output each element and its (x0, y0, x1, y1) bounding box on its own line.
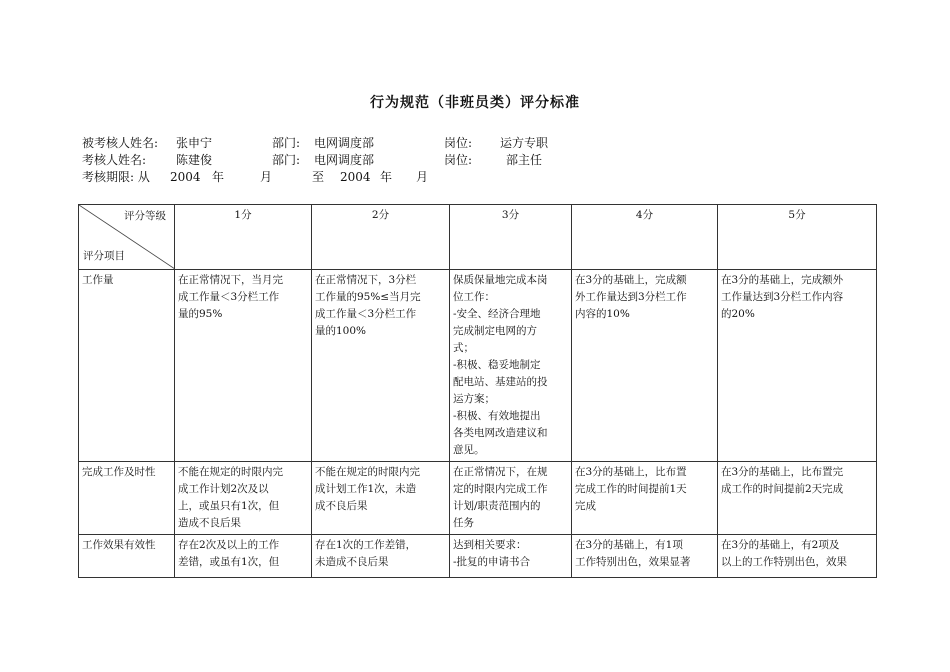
period-from-month-char: 月 (260, 170, 273, 184)
criteria-line: 在3分的基础上，比布置 (575, 466, 687, 478)
assessee-dept-value: 电网调度部 (314, 136, 375, 150)
criteria-line: 在正常情况下，在规 (453, 466, 548, 478)
criteria-line: 成计划工作1次，未造 (315, 483, 417, 495)
criteria-cell-score-5 (718, 270, 877, 462)
document-title: 行为规范（非班员类）评分标准 (370, 95, 580, 111)
row-workload (79, 270, 877, 462)
row-effectiveness (79, 535, 877, 578)
criteria-line: 的20% (721, 308, 755, 320)
criteria-line: 位工作： (453, 291, 495, 303)
criteria-cell-score-2 (312, 462, 450, 535)
period-label: 考核期限: 从 (82, 170, 150, 184)
criteria-line: 成不良后果 (315, 500, 368, 512)
criteria-line: 在3分的基础上，完成额 (575, 274, 687, 286)
criteria-cell-score-1 (175, 462, 312, 535)
criteria-line: 成工作量＜3分栏工作 (315, 308, 417, 320)
header-score-2: 2分 (312, 205, 450, 270)
period-from-year: 2004 (170, 170, 201, 184)
criteria-line: 存在2次及以上的工作 (178, 539, 280, 551)
header-score-1: 1分 (175, 205, 312, 270)
criteria-line: -积极、有效地提出 (453, 410, 541, 422)
criteria-line: 外工作量达到3分栏工作 (575, 291, 687, 303)
corner-top-label: 评分等级 (124, 210, 166, 222)
row-label: 工作量 (79, 270, 175, 462)
assessee-post-value: 运方专职 (500, 136, 549, 150)
period-to-month-char: 月 (416, 170, 429, 184)
criteria-cell-score-3 (450, 462, 572, 535)
row-timeliness (79, 462, 877, 535)
criteria-line: 未造成不良后果 (315, 556, 389, 568)
corner-cell (79, 205, 175, 270)
criteria-cell-score-4 (572, 270, 718, 462)
criteria-line: 完成制定电网的方 (453, 325, 537, 337)
period-to-year-char: 年 (380, 170, 393, 184)
criteria-line: -安全、经济合理地 (453, 308, 541, 320)
row-label: 完成工作及时性 (79, 462, 175, 535)
header-score-3: 3分 (450, 205, 572, 270)
criteria-line: 保质保量地完成本岗 (453, 274, 548, 286)
criteria-line: 计划/职责范围内的 (453, 500, 541, 512)
criteria-line: 在正常情况下，3分栏 (315, 274, 417, 286)
criteria-line: 在正常情况下，当月完 (178, 274, 283, 286)
header-score-5: 5分 (718, 205, 877, 270)
criteria-line: 达到相关要求： (453, 539, 527, 551)
criteria-line: -积极、稳妥地制定 (453, 359, 541, 371)
criteria-line: 各类电网改造建议和 (453, 427, 548, 439)
criteria-line: 任务 (453, 517, 474, 529)
criteria-line: 完成工作的时间提前1天 (575, 483, 687, 495)
row-label: 工作效果有效性 (79, 535, 175, 578)
criteria-line: 工作量达到3分栏工作内容 (721, 291, 844, 303)
criteria-line: 内容的10% (575, 308, 630, 320)
criteria-line: 量的95% (178, 308, 223, 320)
criteria-line: 差错，或虽有1次，但 (178, 556, 280, 568)
corner-bottom-label: 评分项目 (83, 250, 125, 262)
criteria-line: 在3分的基础上，比布置完 (721, 466, 844, 478)
criteria-line: 成工作量＜3分栏工作 (178, 291, 280, 303)
criteria-cell-score-2 (312, 270, 450, 462)
criteria-cell-score-2 (312, 535, 450, 578)
criteria-line: -批复的申请书合 (453, 556, 531, 568)
criteria-line: 造成不良后果 (178, 517, 241, 529)
period-to-year: 2004 (340, 170, 371, 184)
period-from-year-char: 年 (212, 170, 225, 184)
assessor-post-label: 岗位: (444, 153, 473, 167)
assessee-name-value: 张申宁 (176, 136, 213, 150)
criteria-line: 配电站、基建站的投 (453, 376, 548, 388)
assessee-post-label: 岗位: (444, 136, 473, 150)
criteria-line: 意见。 (453, 444, 485, 456)
assessee-dept-label: 部门: (272, 136, 301, 150)
criteria-line: 成工作的时间提前2天完成 (721, 483, 844, 495)
header-row (79, 205, 877, 270)
header-score-4: 4分 (572, 205, 718, 270)
criteria-line: 在3分的基础上，有1项 (575, 539, 683, 551)
assessor-name-label: 考核人姓名: (82, 153, 147, 167)
scoring-table (78, 204, 877, 578)
criteria-line: 不能在规定的时限内完 (178, 466, 283, 478)
criteria-line: 以上的工作特别出色，效果 (721, 556, 847, 568)
criteria-cell-score-5 (718, 462, 877, 535)
assessor-dept-label: 部门: (272, 153, 301, 167)
criteria-cell-score-4 (572, 535, 718, 578)
criteria-line: 完成 (575, 500, 596, 512)
assessor-post-value: 部主任 (506, 153, 543, 167)
criteria-cell-score-5 (718, 535, 877, 578)
criteria-line: 工作特别出色，效果显著 (575, 556, 691, 568)
period-to-char: 至 (312, 170, 325, 184)
criteria-cell-score-3 (450, 535, 572, 578)
assessee-name-label: 被考核人姓名: (82, 136, 159, 150)
criteria-line: 在3分的基础上，完成额外 (721, 274, 844, 286)
criteria-cell-score-1 (175, 535, 312, 578)
criteria-line: 运方案； (453, 393, 495, 405)
criteria-line: 上，或虽只有1次，但 (178, 500, 280, 512)
criteria-line: 式； (453, 342, 474, 354)
criteria-line: 成工作计划2次及以 (178, 483, 269, 495)
criteria-cell-score-3 (450, 270, 572, 462)
assessor-dept-value: 电网调度部 (314, 153, 375, 167)
criteria-line: 工作量的95%≤当月完 (315, 291, 421, 303)
criteria-cell-score-4 (572, 462, 718, 535)
assessor-name-value: 陈建俊 (176, 153, 213, 167)
criteria-line: 定的时限内完成工作 (453, 483, 548, 495)
criteria-cell-score-1 (175, 270, 312, 462)
criteria-line: 量的100% (315, 325, 367, 337)
criteria-line: 存在1次的工作差错， (315, 539, 417, 551)
criteria-line: 不能在规定的时限内完 (315, 466, 420, 478)
criteria-line: 在3分的基础上，有2项及 (721, 539, 840, 551)
